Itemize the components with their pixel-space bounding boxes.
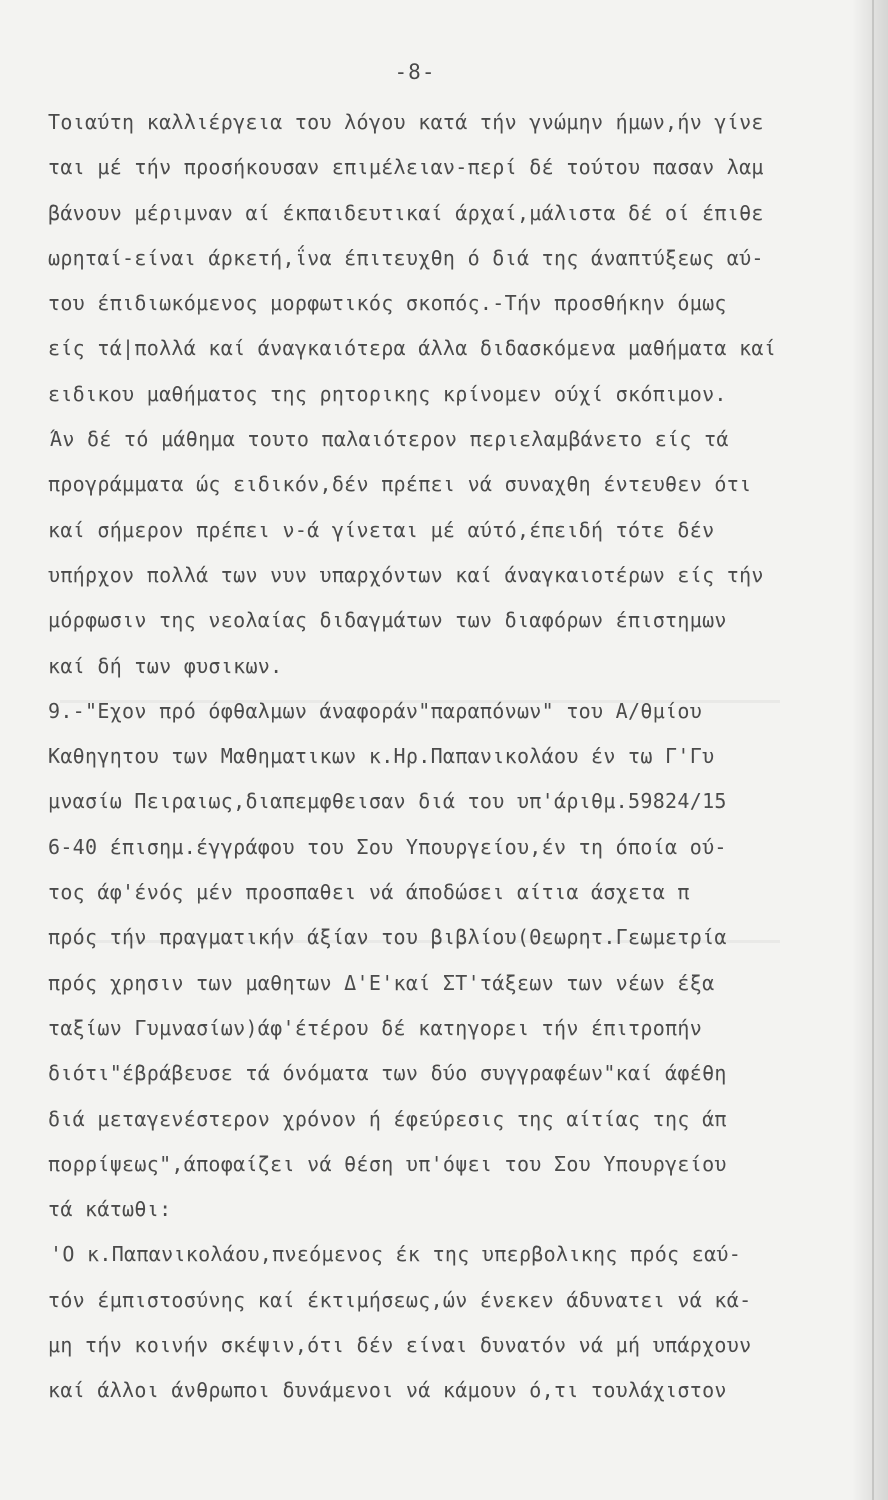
text-line: προγράμματα ώς ειδικόν,δέν πρέπει νά συναχθη έντευθεν ότι — [48, 472, 752, 497]
text-line: Καθηγητου των Μαθηματικων κ.Ηρ.Παπανικολάου έν τω Γ'Γυ — [48, 744, 715, 769]
text-line: ταξίων Γυμνασίων)άφ'έτέρου δέ κατηγορει τήν έπιτροπήν — [48, 1015, 703, 1040]
text-line: μνασίω Πειραιως,διαπεμφθεισαν διά του υπ'άριθμ.59824/15 — [48, 789, 727, 814]
text-line: τος άφ'ένός μέν προσπαθει νά άποδώσει αίτια άσχετα π — [48, 880, 690, 905]
text-line: πορρίψεως",άποφαίζει νά θέση υπ'όψει του Σου Υπουργείου — [48, 1151, 727, 1176]
text-line: 9.-"Εχον πρό όφθαλμων άναφοράν"παραπόνων" του Α/θμίου — [48, 698, 703, 723]
typed-text-body — [48, 100, 828, 1414]
text-line: καί σήμερον πρέπει ν-ά γίνεται μέ αύτό,έπειδή τότε δέν — [48, 517, 715, 542]
text-line: διά μεταγενέστερον χρόνον ή έφεύρεσις της αίτίας της άπ — [48, 1106, 727, 1131]
text-line: 6-40 έπισημ.έγγράφου του Σου Υπουργείου,έν τη όποία ού- — [48, 834, 727, 859]
text-line: τά κάτωθι: — [48, 1197, 172, 1222]
text-line: καί δή των φυσικων. — [48, 653, 283, 678]
text-line: ωρηταί-είναι άρκετή,ΐνα έπιτευχθη ό διά της άναπτύξεως αύ- — [48, 245, 764, 270]
page-number: -8- — [394, 60, 436, 84]
text-line: του έπιδιωκόμενος μορφωτικός σκοπός.-Τήν προσθήκην όμως — [48, 291, 727, 316]
text-line: Άν δέ τό μάθημα τουτο παλαιότερον περιελαμβάνετο είς τά — [50, 427, 729, 452]
text-line: μη τήν κοινήν σκέψιν,ότι δέν είναι δυνατόν νά μή υπάρχουν — [48, 1333, 752, 1358]
text-line: Τοιαύτη καλλιέργεια του λόγου κατά τήν γνώμην ήμων,ήν γίνε — [48, 110, 764, 134]
text-line: είς τά|πολλά καί άναγκαιότερα άλλα διδασκόμενα μαθήματα καί — [48, 336, 777, 361]
text-line: μόρφωσιν της νεολαίας διδαγμάτων των διαφόρων έπιστημων — [48, 608, 727, 633]
text-line: ειδικου μαθήματος της ρητορικης κρίνομεν ούχί σκόπιμον. — [48, 381, 727, 406]
text-line: ται μέ τήν προσήκουσαν επιμέλειαν-περί δέ τούτου πασαν λαμ — [48, 155, 764, 180]
text-line: καί άλλοι άνθρωποι δυνάμενοι νά κάμουν ό,τι τουλάχιστον — [48, 1378, 727, 1403]
text-line: διότι"έβράβευσε τά όνόματα των δύο συγγραφέων"καί άφέθη — [48, 1061, 727, 1086]
text-line: πρός τήν πραγματικήν άξίαν του βιβλίου(Θεωρητ.Γεωμετρία — [48, 925, 727, 950]
text-line: τόν έμπιστοσύνης καί έκτιμήσεως,ών ένεκεν άδυνατει νά κά- — [48, 1287, 752, 1312]
text-line: βάνουν μέριμναν αί έκπαιδευτικαί άρχαί,μάλιστα δέ οί έπιθε — [48, 200, 764, 225]
text-line: 'Ο κ.Παπανικολάου,πνεόμενος έκ της υπερβολικης πρός εαύ- — [50, 1242, 742, 1267]
text-line: υπήρχον πολλά των νυν υπαρχόντων καί άναγκαιοτέρων είς τήν — [48, 562, 764, 587]
scan-binding-edge — [852, 0, 888, 1500]
text-line: πρός χρησιν των μαθητων Δ'Ε'καί ΣΤ'τάξεων των νέων έξα — [48, 970, 715, 995]
